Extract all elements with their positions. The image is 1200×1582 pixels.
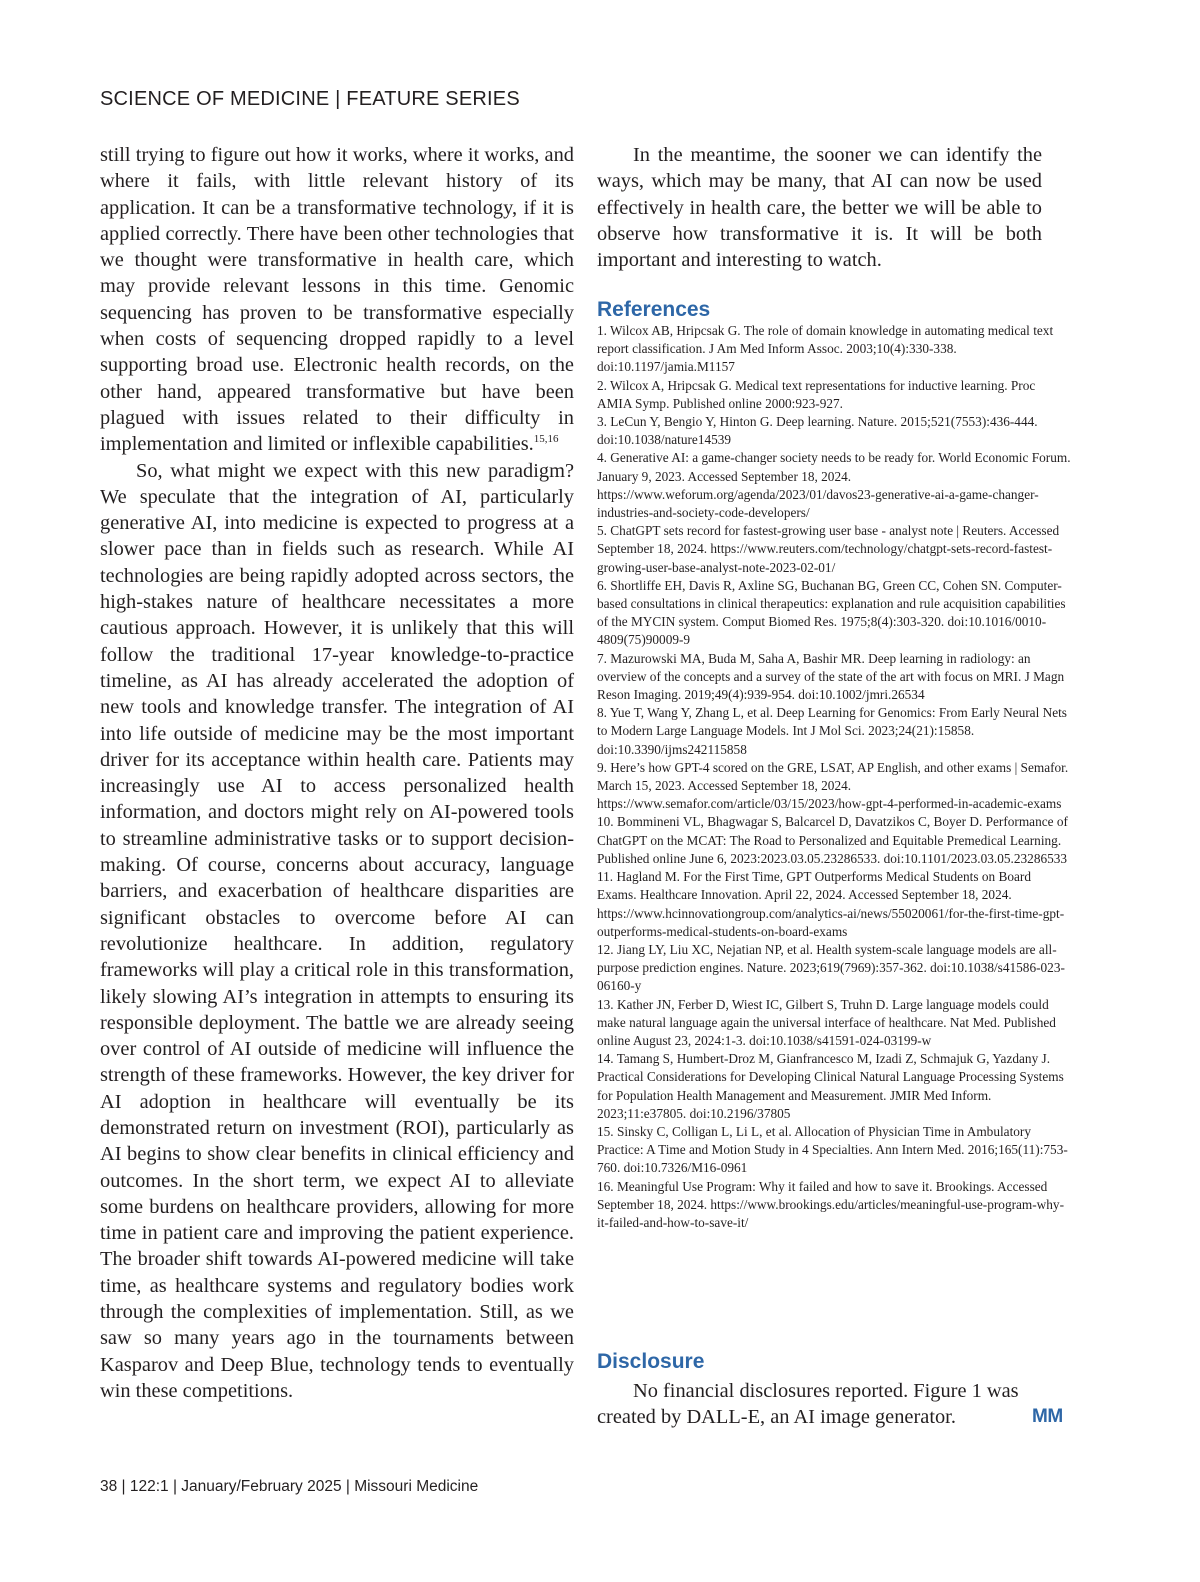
- disclosure-heading: Disclosure: [597, 1350, 705, 1373]
- reference-item: 16. Meaningful Use Program: Why it failed and how to save it. Brookings. Accessed September 18, 2024. https://www.brookings.edu/articles/meaningful-use-program-why-it-failed-and-how-to-save-it/: [597, 1178, 1065, 1230]
- reference-item: 4. Generative AI: a game-changer society needs to be ready for. World Economic Forum. January 9, 2023. Accessed September 18, 2024. https://www.weforum.org/agenda/2023/01/davos23-generative-ai-a-game-changer-industries-and-society-code-developers/: [597, 450, 1071, 521]
- references-heading: References: [597, 298, 711, 321]
- left-column: [100, 142, 574, 1404]
- disclosure-text: No financial disclosures reported. Figure 1 was created by DALL-E, an AI image generator.: [597, 1380, 1019, 1429]
- reference-item: 2. Wilcox A, Hripcsak G. Medical text representations for inductive learning. Proc AMIA Symp. Published online 2000:923-927.: [597, 377, 1036, 411]
- reference-item: 10. Bommineni VL, Bhagwagar S, Balcarcel D, Davatzikos C, Boyer D. Performance of ChatGPT on the MCAT: The Road to Personalized and Equitable Premedical Learning. Published online June 6, 2023:2023.03.05.23286533. doi:10.1101/2023.03.05.23286533: [597, 814, 1068, 866]
- missouri-medicine-logo: MM: [1032, 1406, 1063, 1427]
- body-paragraph-2: So, what might we expect with this new paradigm? We speculate that the integration of AI, particularly generative AI, into medicine is expected to progress at a slower pace than in fields such as research. While AI technologies are being rapidly adopted across sectors, the high-stakes nature of healthcare necessitates a more cautious approach. However, it is unlikely that this will follow the traditional 17-year knowledge-to-practice timeline, as AI has already accelerated the adoption of new tools and knowledge transfer. The integration of AI into life outside of medicine may be the most important driver for its acceptance within health care. Patients may increasingly use AI to access personalized health information, and doctors might rely on AI-powered tools to streamline administrative tasks or to support decision-making. Of course, concerns about accuracy, language barriers, and exacerbation of healthcare disparities are significant obstacles to overcome before AI can revolutionize healthcare. In addition, regulatory frameworks will play a critical role in this transformation, likely slowing AI’s integration in attempts to ensuring its responsible deployment. The battle we are already seeing over control of AI outside of medicine will influence the strength of these frameworks. However, the key driver for AI adoption in healthcare will eventually be its demonstrated return on investment (ROI), particularly as AI begins to show clear benefits in clinical efficiency and outcomes. In the short term, we expect AI to alleviate some burdens on healthcare providers, allowing for more time in patient care and improving the patient experience. The broader shift towards AI-powered medicine will take time, as healthcare systems and regulatory bodies work through the complexities of implementation. Still, as we saw so many years ago in the tournaments between Kasparov and Deep Blue, technology tends to eventually win these competitions.: [100, 459, 574, 1402]
- section-header: SCIENCE OF MEDICINE | FEATURE SERIES: [100, 88, 520, 110]
- citation-superscript: 15,16: [533, 433, 559, 446]
- page-footer: 38 | 122:1 | January/February 2025 | Missouri Medicine: [100, 1478, 479, 1495]
- reference-item: 6. Shortliffe EH, Davis R, Axline SG, Buchanan BG, Green CC, Cohen SN. Computer-based consultations in clinical therapeutics: explanation and rule acquisition capabilities of the MYCIN system. Comput Biomed Res. 1975;8(4):303-320. doi:10.1016/0010-4809(75)90009-9: [597, 577, 1066, 648]
- reference-item: 8. Yue T, Wang Y, Zhang L, et al. Deep Learning for Genomics: From Early Neural Nets to Modern Large Language Models. Int J Mol Sci. 2023;24(21):15858. doi:10.3390/ijms242115858: [597, 705, 1067, 757]
- reference-item: 14. Tamang S, Humbert-Droz M, Gianfrancesco M, Izadi Z, Schmajuk G, Yazdany J. Practical Considerations for Developing Clinical Natural Language Processing Systems for Population Health Management and Measurement. JMIR Med Inform. 2023;11:e37805. doi:10.2196/37805: [597, 1051, 1064, 1121]
- reference-item: 13. Kather JN, Ferber D, Wiest IC, Gilbert S, Truhn D. Large language models could make natural language again the universal interface of healthcare. Nat Med. Published online August 23, 2024:1-3. doi:10.1038/s41591-024-03199-w: [597, 996, 1056, 1048]
- reference-item: 12. Jiang LY, Liu XC, Nejatian NP, et al. Health system-scale language models are all-purpose prediction engines. Nature. 2023;619(7969):357-362. doi:10.1038/s41586-023-06160-y: [597, 941, 1065, 994]
- reference-item: 5. ChatGPT sets record for fastest-growing user base - analyst note | Reuters. Accessed September 18, 2024. https://www.reuters.com/technology/chatgpt-sets-record-fastest-growing-user-base-analyst-note-2023-02-01/: [597, 523, 1060, 575]
- body-paragraph-1: [100, 142, 574, 458]
- reference-item: 15. Sinsky C, Colligan L, Li L, et al. Allocation of Physician Time in Ambulatory Practice: A Time and Motion Study in 4 Specialties. Ann Intern Med. 2016;165(11):753-760. doi:10.7326/M16-0961: [597, 1123, 1068, 1176]
- reference-item: 11. Hagland M. For the First Time, GPT Outperforms Medical Students on Board Exams. Healthcare Innovation. April 22, 2024. Accessed September 18, 2024. https://www.hcinnovationgroup.com/analytics-ai/news/55020061/for-the-first-time-gpt-outperforms-medical-students-on-board-exams: [597, 869, 1065, 939]
- reference-item: 7. Mazurowski MA, Buda M, Saha A, Bashir MR. Deep learning in radiology: an overview of the concepts and a survey of the state of the art with focus on MRI. J Magn Reson Imaging. 2019;49(4):939-954. doi:10.1002/jmri.26534: [597, 650, 1065, 703]
- body-paragraph-3: In the meantime, the sooner we can identify the ways, which may be many, that AI can now be used effectively in health care, the better we will be able to observe how transformative it is. It will be both important and interesting to watch.: [597, 144, 1042, 272]
- reference-item: 9. Here’s how GPT-4 scored on the GRE, LSAT, AP English, and other exams | Semafor. March 15, 2023. Accessed September 18, 2024. https://www.semafor.com/article/03/15/2023/how-gpt-4-performed-in-academic-exams: [597, 759, 1069, 812]
- paragraph-text: still trying to figure out how it works, where it works, and where it fails, with little relevant history of its application. It can be a transformative technology, if it is applied correctly. There have been other technologies that we thought were transformative in health care, which may provide relevant lessons in this time. Genomic sequencing has proven to be transformative especially when costs of sequencing dropped rapidly to a level supporting broad use. Electronic health records, on the other hand, appeared transformative but have been plagued with issues related to their difficulty in implementation and limited or inflexible capabilities.: [100, 144, 574, 456]
- reference-item: 3. LeCun Y, Bengio Y, Hinton G. Deep learning. Nature. 2015;521(7553):436-444. doi:10.1038/nature14539: [597, 414, 1038, 448]
- right-column-intro: [597, 142, 1042, 273]
- references-list: [597, 322, 1071, 1232]
- reference-item: 1. Wilcox AB, Hripcsak G. The role of domain knowledge in automating medical text report classification. J Am Med Inform Assoc. 2003;10(4):330-338. doi:10.1197/jamia.M1157: [597, 323, 1054, 375]
